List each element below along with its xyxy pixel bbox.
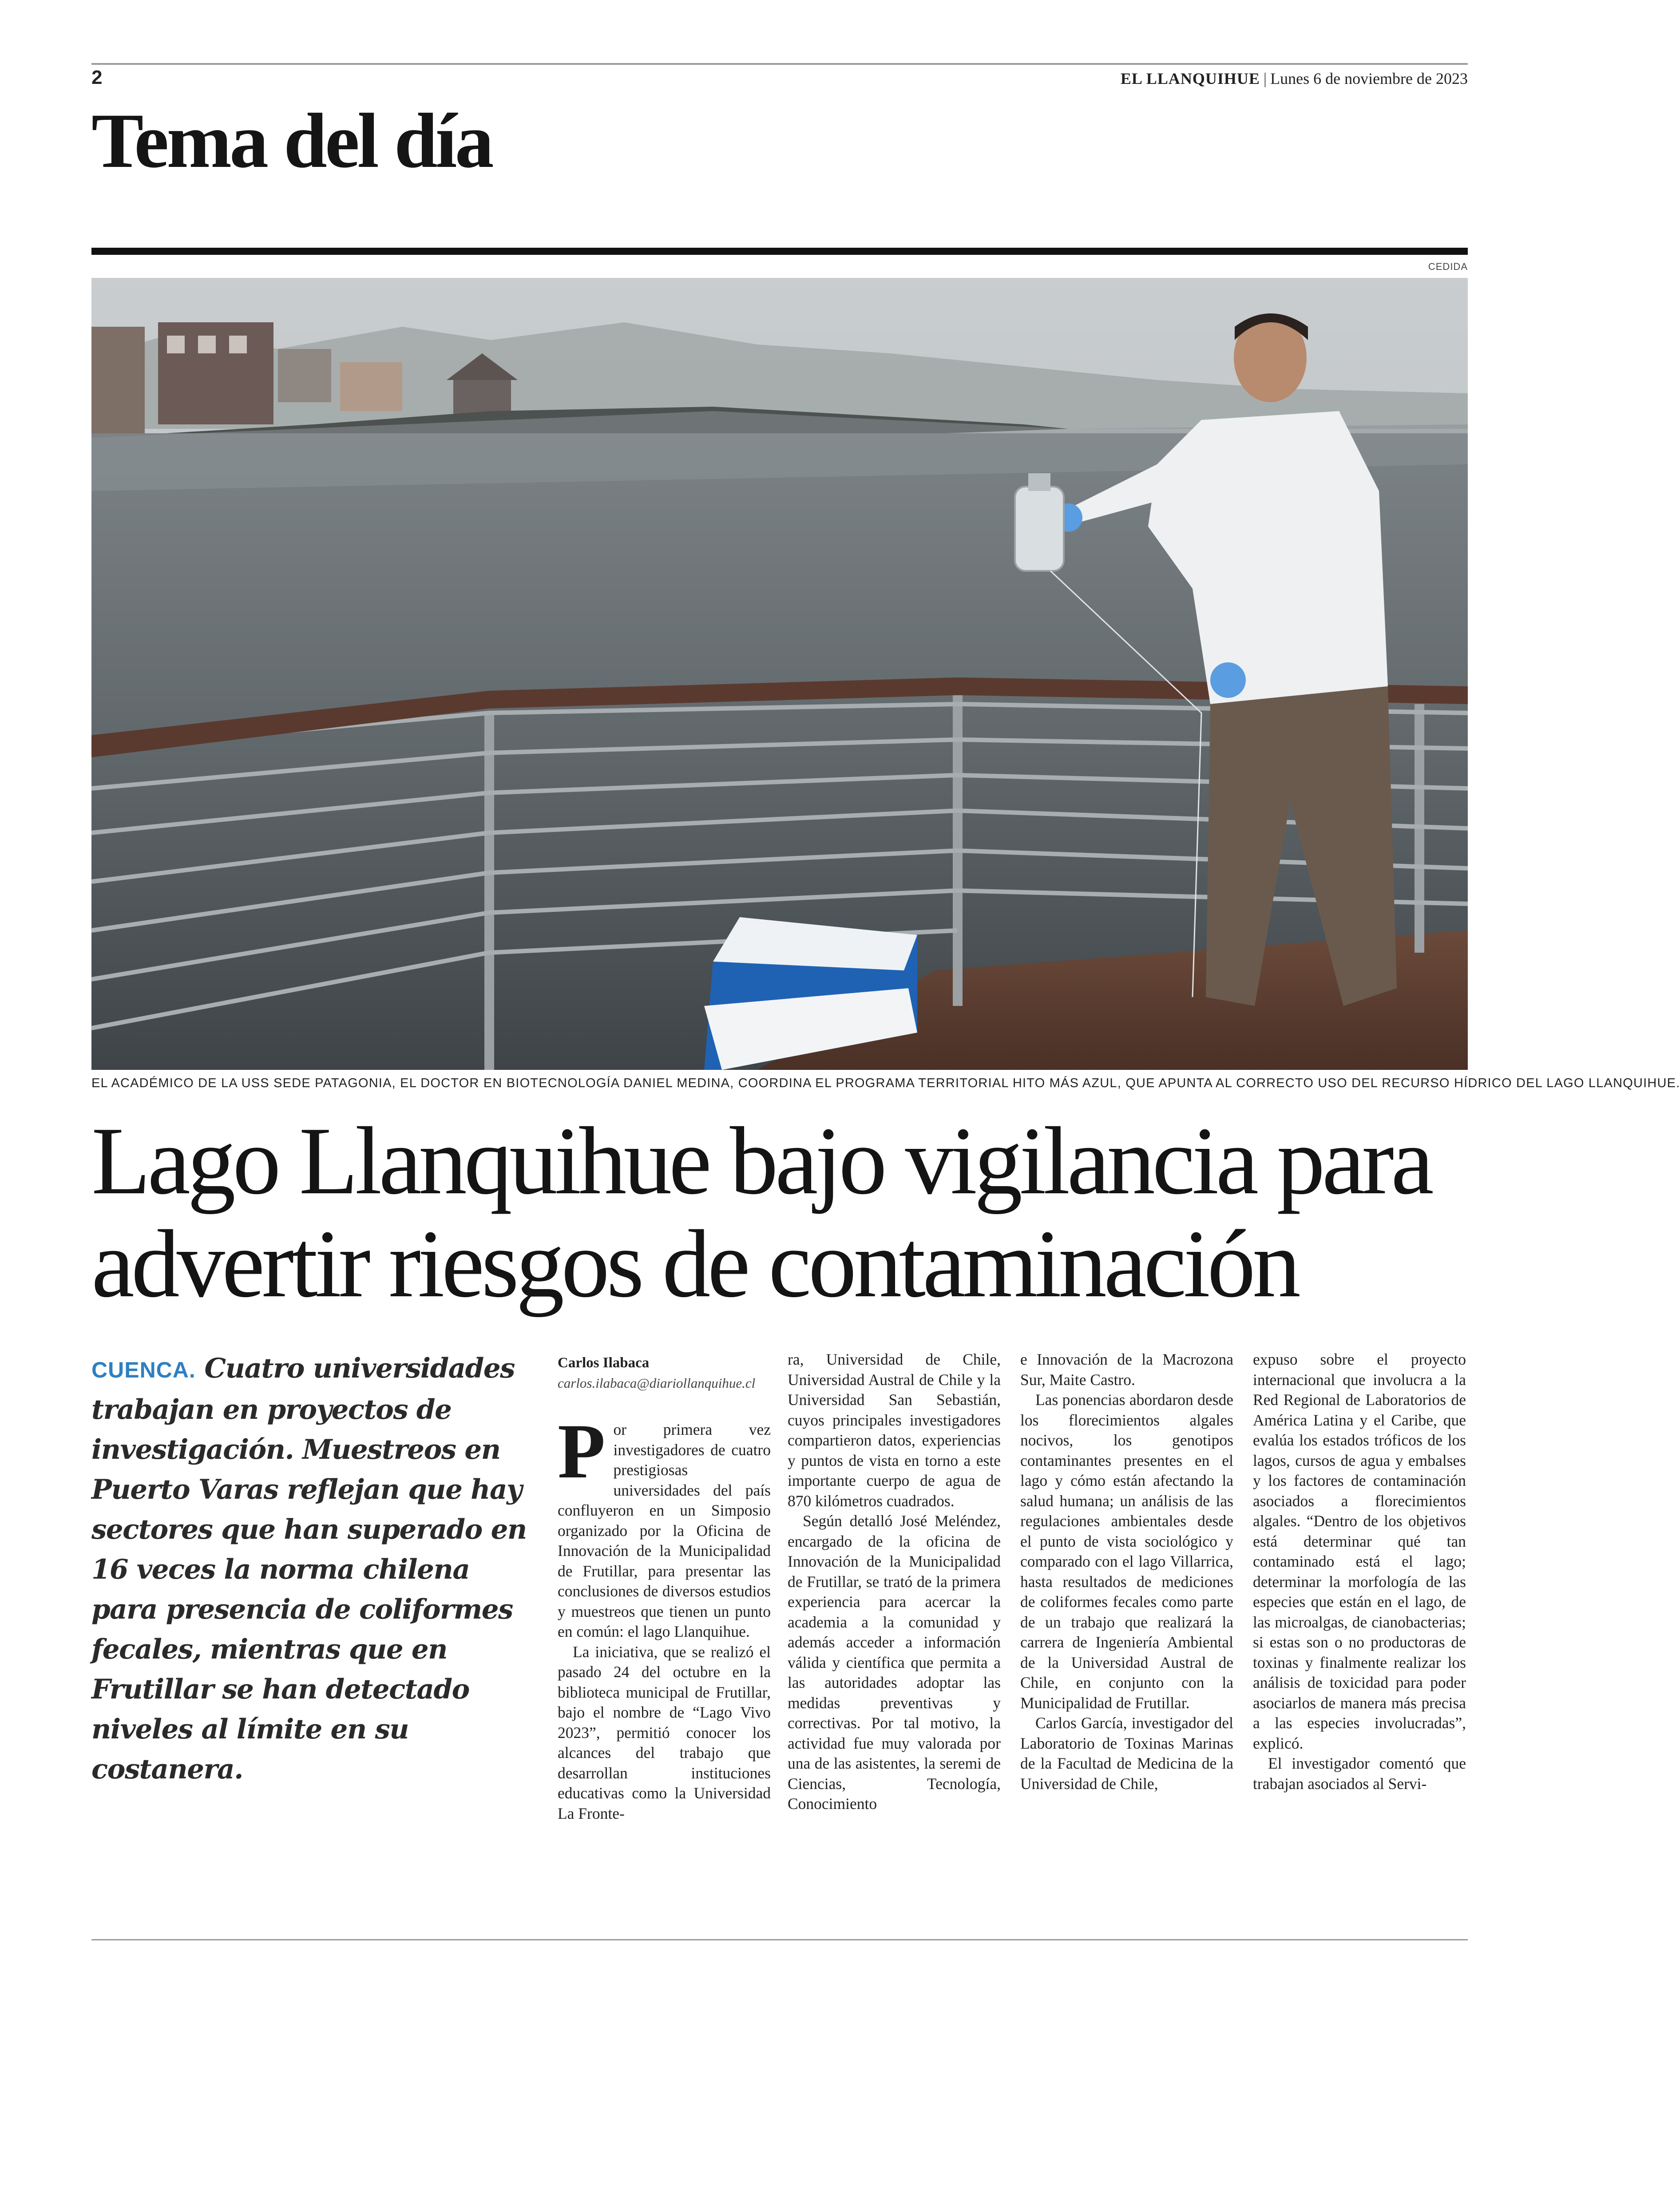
lead-label: CUENCA. [91,1358,196,1382]
body-column-2 [788,1350,1001,1814]
page-number: 2 [91,67,103,88]
lead-summary [91,1349,535,1789]
body-paragraph: expuso sobre el proyecto internacional que involucra a la Red Regional de Laboratorios de América Latina y el Caribe, que evalúa los estados tróficos de los lagos, cursos de agua y embalses y los factores de contaminación asociados a florecimientos algales. “Dentro de los objetivos está determinar qué tan contaminado está el lago; determinar la morfología de las especies que están en el lago, de las microalgas, de cianobacterias; si estas son o no productoras de toxinas y finalmente realizar los análisis de toxicidad para poder asociarlos de manera más precisa a las especies involucradas”, explicó. [1253,1350,1466,1752]
section-divider [91,248,1468,255]
headline-line-1: Lago Llanquihue bajo vigilancia para [91,1108,1431,1215]
body-paragraph: e Innovación de la Macrozona Sur, Maite Castro. [1020,1350,1233,1389]
body-column-4 [1253,1350,1466,1794]
section-title: Tema del día [91,98,492,184]
body-paragraph: Carlos García, investigador del Laboratorio de Toxinas Marinas de la Facultad de Medicina de la Universidad de Chile, [1020,1714,1233,1793]
body-column-1 [558,1408,771,1824]
body-paragraph: or primera vez investigadores de cuatro prestigiosas universidades del país confluyeron en un Simposio organizado por la Oficina de Innovación de la Municipalidad de Frutillar, para presentar las conclusiones de diversos estudios y muestreos que tienen un punto en común: el lago Llanquihue. [558,1421,771,1640]
author-email[interactable]: carlos.ilabaca@diariollanquihue.cl [558,1375,756,1391]
lead-photo [91,278,1468,1070]
drop-cap: P [558,1408,606,1495]
body-column-3 [1020,1350,1233,1794]
headline-line-2: advertir riesgos de contaminación [91,1211,1298,1318]
masthead [1121,69,1468,88]
newspaper-name: EL LLANQUIHUE [1120,70,1260,87]
issue-date: Lunes 6 de noviembre de 2023 [1270,70,1468,87]
body-paragraph: ra, Universidad de Chile, Universidad Austral de Chile y la Universidad San Sebastián, cuyos principales investigadores compartieron datos, experiencias y puntos de vista en torno a este importante cuerpo de agua de 870 kilómetros cuadrados. [788,1350,1001,1510]
body-paragraph: La iniciativa, que se realizó el pasado 24 del octubre en la biblioteca municipal de Frutillar, bajo el nombre de “Lago Vivo 2023”, permitió conocer los alcances del trabajo que desarrollan instituciones educativas como la Universidad La Fronte- [558,1643,771,1822]
lead-text: Cuatro universidades trabajan en proyectos de investigación. Muestreos en Puerto Varas reflejan que hay sectores que han superado en 16 veces la norma chilena para presencia de coliformes fecales, mientras que en Frutillar se han detectado niveles al límite en su costanera. [91,1353,527,1785]
body-paragraph: El investigador comentó que trabajan asociados al Servi- [1253,1754,1466,1793]
photo-caption: EL ACADÉMICO DE LA USS SEDE PATAGONIA, EL DOCTOR EN BIOTECNOLOGÍA DANIEL MEDINA, COORDINA EL PROGRAMA TERRITORIAL HITO MÁS AZUL, QUE APUNTA AL CORRECTO USO DEL RECURSO HÍDRICO DEL LAGO LLANQUIHUE. [91,1076,1680,1090]
bottom-divider [91,1939,1468,1940]
author-name: Carlos Ilabaca [558,1355,650,1371]
top-divider [91,63,1468,65]
photo-credit: CEDIDA [1428,261,1468,272]
masthead-separator: | [1263,70,1267,87]
body-paragraph: Según detalló José Meléndez, encargado de la oficina de Innovación de la Municipalidad de Frutillar, se trató de la primera experiencia para acercar la academia a la comunidad y además acceder a información válida y científica que permita a las autoridades adoptar las medidas preventivas y correctivas. Por tal motivo, la actividad fue muy valorada por una de las asistentes, la seremi de Ciencias, Tecnología, Conocimiento [788,1512,1001,1813]
body-paragraph: Las ponencias abordaron desde los florecimientos algales nocivos, los genotipos contaminantes presentes en el lago y cómo están afectando la salud humana; un análisis de las regulaciones ambientales desde el punto de vista sociológico y comparado con el lago Villarrica, hasta resultados de mediciones de coliformes fecales como parte de un trabajo que realizará la carrera de Ingeniería Ambiental de la Universidad Austral de Chile, en conjunto con la Municipalidad de Frutillar. [1020,1391,1233,1712]
headline [91,1110,1477,1316]
